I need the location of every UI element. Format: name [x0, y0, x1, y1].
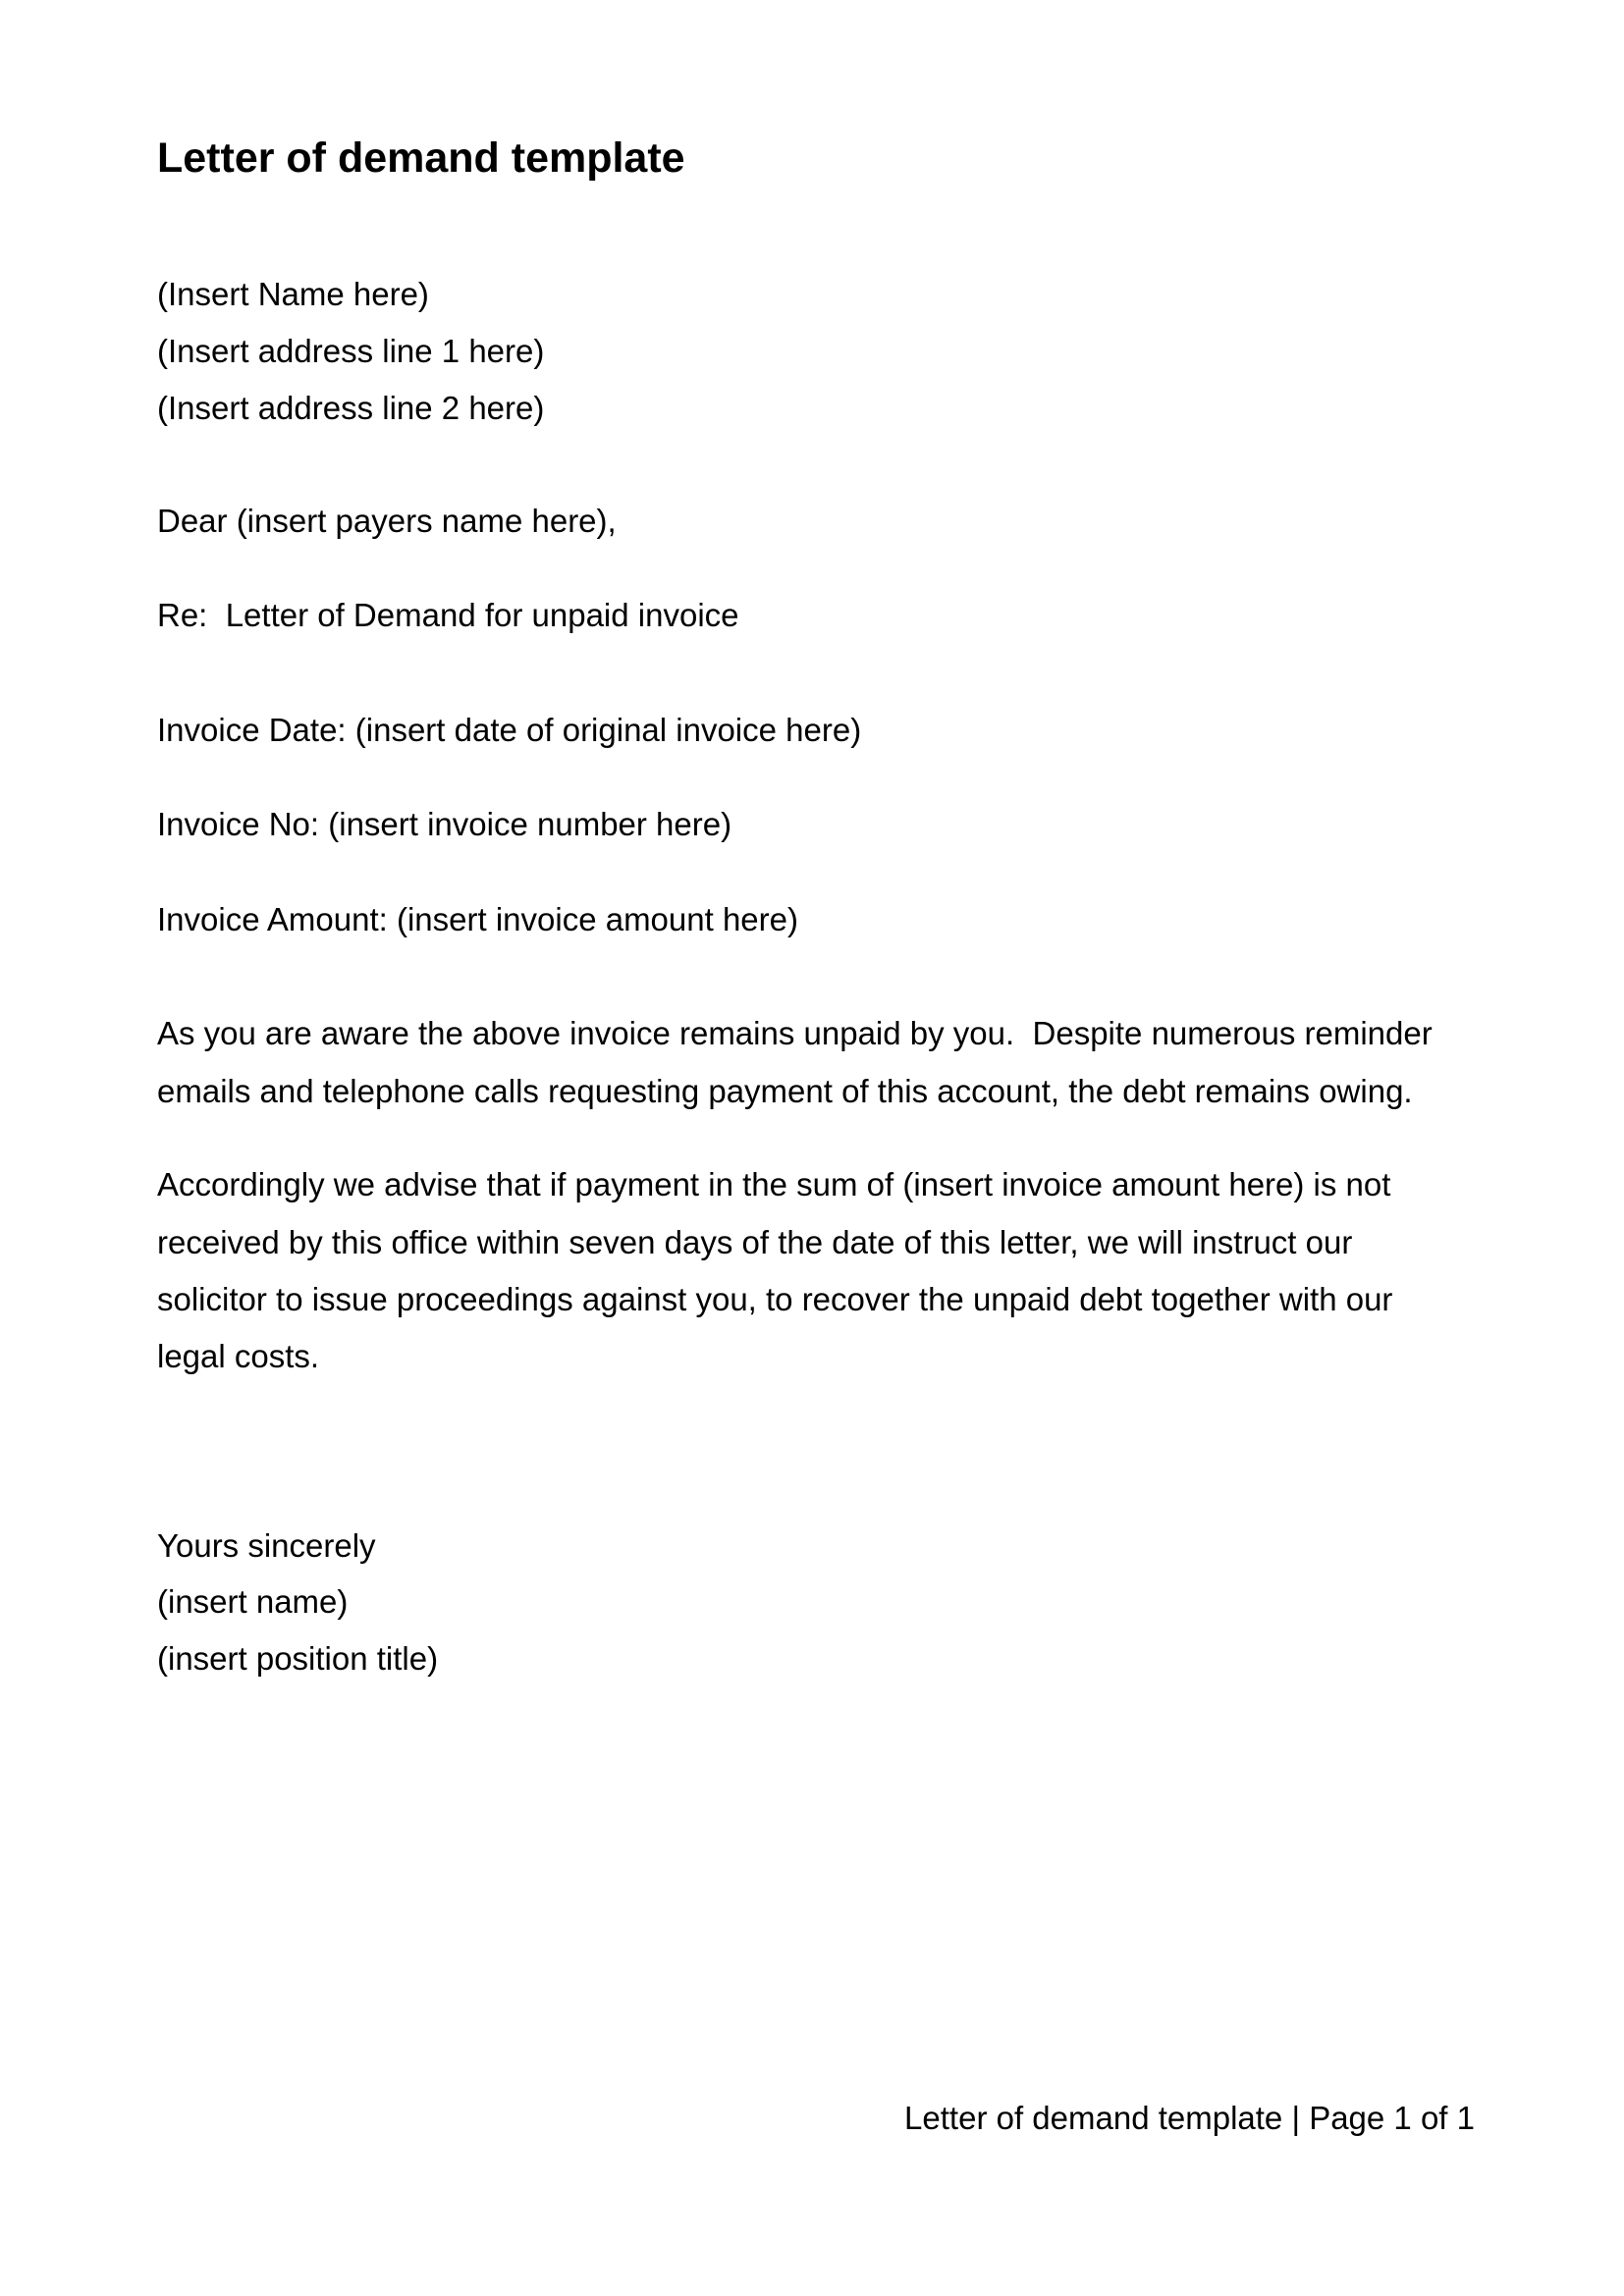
recipient-address-line-1: (Insert address line 1 here): [157, 333, 545, 369]
paragraph-1-line: emails and telephone calls requesting payment of this account, the debt remains owing.: [157, 1073, 1413, 1109]
subject-line: Re: Letter of Demand for unpaid invoice: [157, 597, 739, 633]
invoice-amount: Invoice Amount: (insert invoice amount here): [157, 901, 798, 937]
page-footer: Letter of demand template | Page 1 of 1: [904, 2100, 1475, 2136]
salutation: Dear (insert payers name here),: [157, 503, 617, 539]
document-title: Letter of demand template: [157, 134, 685, 182]
valediction: Yours sincerely: [157, 1527, 376, 1564]
paragraph-2-line: Accordingly we advise that if payment in the sum of (insert invoice amount here) is not: [157, 1166, 1391, 1202]
paragraph-2-line: legal costs.: [157, 1338, 320, 1374]
signatory-name: (insert name): [157, 1583, 349, 1620]
invoice-date: Invoice Date: (insert date of original invoice here): [157, 712, 862, 748]
paragraph-2-line: received by this office within seven days of the date of this letter, we will instruct our: [157, 1224, 1353, 1260]
paragraph-1-line: As you are aware the above invoice remains unpaid by you. Despite numerous reminder: [157, 1015, 1433, 1051]
invoice-number: Invoice No: (insert invoice number here): [157, 806, 732, 842]
recipient-address-line-2: (Insert address line 2 here): [157, 390, 545, 426]
paragraph-2-line: solicitor to issue proceedings against you, to recover the unpaid debt together with our: [157, 1281, 1393, 1317]
signatory-position: (insert position title): [157, 1640, 439, 1677]
recipient-name: (Insert Name here): [157, 276, 429, 312]
